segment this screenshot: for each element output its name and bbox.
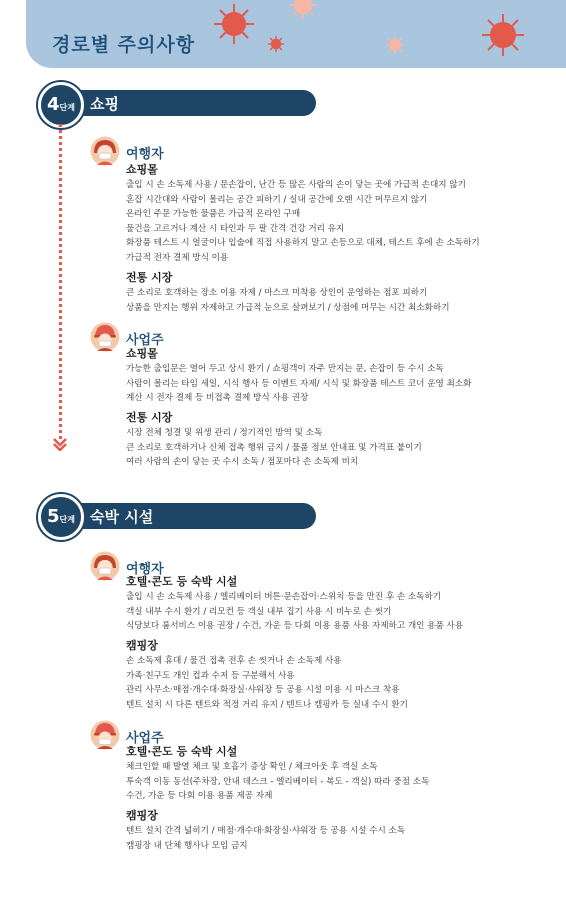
section-title: 쇼핑몰 [126,163,158,176]
virus-decoration-icon [386,36,404,54]
section-line: 캠핑장 내 단체 행사나 모임 금지 [126,840,248,851]
section-line: 물건을 고르거나 계산 시 타인과 두 팔 간격 건강 거리 유지 [126,223,345,234]
stage-5-unit: 단계 [59,515,75,524]
timeline-dotted-line [59,124,62,439]
section-title: 캠핑장 [126,639,158,652]
role-label: 여행자 [126,562,164,577]
section-line: 출입 시 손 소독제 사용 / 문손잡이, 난간 등 많은 사람의 손이 닿는 곳에 가급적 손대지 않기 [126,180,466,190]
section-line: 상품을 만지는 행위 자제하고 가급적 눈으로 살펴보기 / 상점에 머무는 시간 최소화하기 [126,302,450,313]
section-traditional-market-traveler [126,270,556,315]
business-owner-avatar-icon [90,720,120,750]
section-line: 체크인할 때 발열 체크 및 호흡기 증상 확인 / 체크아웃 후 객실 소독 [126,762,378,772]
stage-4-badge [38,82,84,128]
section-line: 관리 사무소·매점·개수대·화장실·샤워장 등 공용 시설 이용 시 마스크 착용 [126,685,400,695]
section-line: 가능한 출입문은 열어 두고 상시 환기 / 쇼핑객이 자주 만지는 문, 손잡이 등 수시 소독 [126,364,444,374]
traveler-avatar-icon [90,136,120,166]
section-line: 온라인 주문 가능한 물품은 가급적 온라인 구매 [126,209,301,219]
page-title: 경로별 주의사항 [52,34,196,56]
section-line: 텐트 설치 시 다른 텐트와 적정 거리 유지 / 텐트나 캠핑카 등 실내 수시 환기 [126,699,408,710]
role-label: 사업주 [126,333,164,348]
stage-5-title: 숙박 시설 [90,508,154,526]
section-line: 큰 소리로 호객하는 장소 이용 자제 / 마스크 미착용 상인이 운영하는 점포 피하기 [126,288,428,298]
stage-4-title-bar [70,90,316,116]
section-campsite-owner [126,808,556,853]
chevron-down-icon [52,437,68,451]
section-hotel-condo-owner [126,744,556,804]
section-title: 쇼핑몰 [126,347,158,360]
stage-4-unit: 단계 [59,103,75,112]
section-campsite-traveler [126,638,556,712]
role-label: 여행자 [126,147,164,162]
stage-5-title-bar [70,503,316,529]
virus-decoration-icon [480,12,526,58]
section-line: 식당보다 룸서비스 이용 권장 / 수건, 가운 등 다회 이용 용품 사용 자제하고 개인 용품 사용 [126,621,464,631]
role-label: 사업주 [126,731,164,746]
section-line: 여러 사람의 손이 닿는 곳 수시 소독 / 점포마다 손 소독제 비치 [126,457,359,467]
section-line: 혼잡 시간대와 사람이 몰리는 공간 피하기 / 실내 공간에 오랜 시간 머무르지 않기 [126,194,428,205]
stage-4-title: 쇼핑 [90,95,119,113]
section-title: 호텔·콘도 등 숙박 시설 [126,575,238,588]
traveler-avatar-icon [90,551,120,581]
section-line: 객실 내부 수시 환기 / 리모컨 등 객실 내부 집기 사용 시 비누로 손 씻기 [126,606,392,617]
stage-5-badge [38,494,84,540]
section-line: 사람이 몰리는 타임 세일, 시식 행사 등 이벤트 자제/ 시식 및 화장품 테스트 코너 운영 최소화 [126,378,472,389]
section-line: 큰 소리로 호객하거나 신체 접촉 행위 금지 / 물품 정보 안내표 및 가격표 붙이기 [126,442,422,453]
stage-5-number: 5 [47,506,60,527]
section-line: 가족·친구도 개인 컵과 수저 등 구분해서 사용 [126,670,295,681]
section-title: 전통 시장 [126,271,173,284]
section-traditional-market-owner [126,410,556,470]
section-line: 화장품 테스트 시 얼굴이나 입술에 직접 사용하지 말고 손등으로 대체, 테스트 후에 손 소독하기 [126,238,480,248]
section-title: 캠핑장 [126,809,158,822]
section-hotel-condo-traveler [126,574,556,634]
section-shopping-mall-traveler [126,162,556,265]
virus-decoration-icon [288,0,318,20]
header-banner [26,0,566,68]
business-owner-avatar-icon [90,322,120,352]
virus-decoration-icon [212,2,256,46]
stage-4-number: 4 [47,94,60,115]
section-line: 텐트 설치 간격 넓히기 / 매점·개수대·화장실·샤워장 등 공용 시설 수시 소독 [126,826,406,836]
section-line: 손 소독제 휴대 / 물건 접촉 전후 손 씻거나 손 소독제 사용 [126,656,342,666]
section-line: 투숙객 이동 동선(주차장, 안내 데스크 - 엘리베이터 - 복도 - 객실) 따라 중점 소독 [126,776,430,787]
section-title: 호텔·콘도 등 숙박 시설 [126,745,238,758]
section-line: 가급적 전자 결제 방식 이용 [126,252,229,263]
virus-decoration-icon [268,36,284,52]
section-shopping-mall-owner [126,346,556,406]
section-line: 출입 시 손 소독제 사용 / 엘리베이터 버튼·문손잡이·스위치 등을 만진 후 손 소독하기 [126,592,442,602]
section-line: 수건, 가운 등 다회 이용 용품 제공 자제 [126,791,273,801]
section-title: 전통 시장 [126,411,173,424]
section-line: 계산 시 전자 결제 등 비접촉 결제 방식 사용 권장 [126,393,309,403]
section-line: 시장 전체 청결 및 위생 관리 / 정기적인 방역 및 소독 [126,428,323,438]
